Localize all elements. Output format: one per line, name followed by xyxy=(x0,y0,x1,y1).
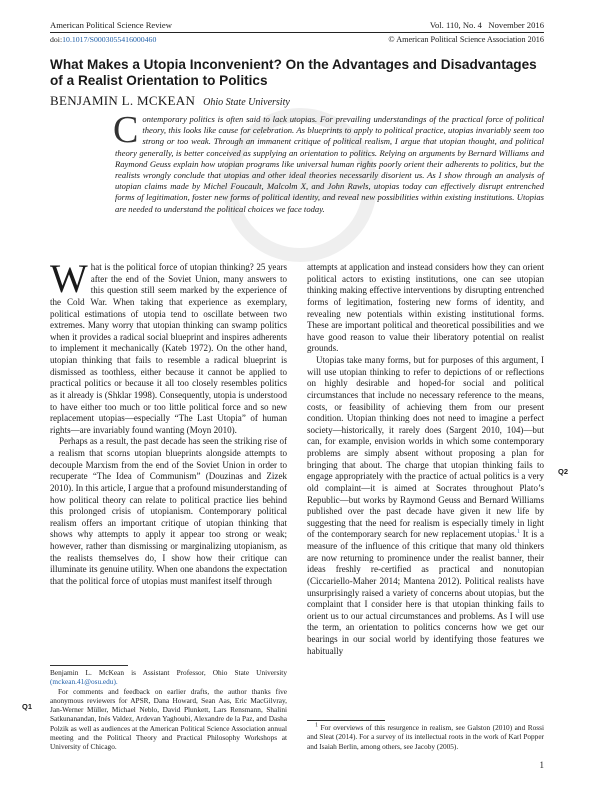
query-mark-q2: Q2 xyxy=(558,467,569,476)
abstract-drop-cap: C xyxy=(113,109,139,151)
footnote-ref[interactable]: 1 xyxy=(516,529,520,536)
issue-date: November 2016 xyxy=(488,20,544,30)
issue-info xyxy=(430,20,544,30)
author-note-text: Benjamin L. McKean is Assistant Professor, Ohio State University xyxy=(50,668,287,677)
query-mark-q1: Q1 xyxy=(22,702,33,711)
paragraph-text: hat is the political force of utopian thinking? 25 years after the end of the Soviet Union, many answers to this question still seem marked by the experience of the Cold War. When taking that experience as exemplary, political estimations of utopia tend to oscillate between two extremes. Many worry that utopian thinking can swamp politics when it provides a radical social blueprint and inspires adherents to implement it mechanically (Kateb 1972). On the other hand, utopian thinking that fails to resemble a radical blueprint is dismissed as toothless, either because it cannot be applied to practical politics or because it all too closely resembles politics as it already is (Shklar 1998). Consequently, utopia is understood to have either too much or too little political force and so new replacement utopias—especially “The Last Utopia” of human rights—are invariably found wanting (Moyn 2010). xyxy=(50,262,287,435)
body-paragraph xyxy=(307,355,544,657)
author-line xyxy=(50,93,290,109)
footnote-1 xyxy=(307,723,544,751)
journal-name: American Political Science Review xyxy=(50,20,172,30)
footnote-body: For overviews of this resurgence in realism, see Galston (2010) and Rossi and Sleat (2014). For a survey of its intellectual roots in the work of Karl Popper and Isaiah Berlin, among others, see Jacoby (2005). xyxy=(307,723,544,751)
body-paragraph: attempts at application and instead considers how they can orient political actors to existing institutions, one can see utopian thinking making effective interventions by disrupting entrenched forms of legitimation, fostering new forms of identity, and revealing new potentials within existing institutional forms. These are important political and theoretical possibilities and we have good reason to value their liberatory potential on realist grounds. xyxy=(307,262,544,354)
author-email-link[interactable]: (mckean.41@osu.edu). xyxy=(50,677,118,687)
abstract xyxy=(113,109,544,215)
copyright-icon: © xyxy=(388,35,395,44)
author-footnotes xyxy=(50,668,287,752)
page-number: 1 xyxy=(539,760,544,770)
author-note xyxy=(50,668,287,687)
copyright-text: American Political Science Association 2016 xyxy=(396,35,544,44)
article-title: What Makes a Utopia Inconvenient? On the Advantages and Disadvantages of a Realist Orientation to Politics xyxy=(50,57,537,88)
paragraph-text: Utopias take many forms, but for purposes of this argument, I will use utopian thinking to refer to depictions of or reflections on highly desirable and hoped-for social and political circumstances that include no necessary reference to the means, costs, or feasibility of achieving them from our present condition. Utopian thinking does not need to imagine a perfect society—historically, it rarely does (Sargent 2010, 104)—but can, for example, envision worlds in which some contemporary problems are simply absent without proposing a plan for bringing that about. The charge that utopian thinking fails to engage appropriately with the practice of actual politics is a very old complaint—it is aimed at Socrates throughout Plato’s Republic—but works by Raymond Geuss and Bernard Williams published over the past decade have given it new life by suggesting that the need for realism is especially timely in light of the contemporary search for new replacement utopias. xyxy=(307,355,544,540)
footnote-text xyxy=(307,723,544,751)
header-rule xyxy=(50,32,544,33)
doi-prefix: doi: xyxy=(50,35,63,44)
footnote-rule xyxy=(50,665,128,666)
footnote-mark: 1 xyxy=(315,722,318,729)
author-affiliation: Ohio State University xyxy=(203,97,290,108)
volume-issue: Vol. 110, No. 4 xyxy=(429,20,482,30)
body-paragraph xyxy=(50,256,287,436)
footnote-rule xyxy=(307,720,385,721)
body-drop-cap: W xyxy=(50,256,88,301)
author-name: BENJAMIN L. MCKEAN xyxy=(50,93,196,108)
copyright-line xyxy=(388,35,544,44)
paragraph-text: It is a measure of the influence of this critique that many old thinkers are now returning to prominence under the realist banner, their ideas freshly re-certified as practical and nonutopian (Ciccariello-Maher 2014; Mantena 2012). Political realists have unsurprisingly raised a variety of concerns about utopias, but the complaint that I consider here is that utopian thinking fails to orient us to our actual circumstances and problems. As I will use the term, an orientation to politics concerns how we get our bearings in our social world by identifying those features we habitually xyxy=(307,529,544,656)
body-paragraph: Perhaps as a result, the past decade has seen the striking rise of a realism that scorns utopian blueprints alongside attempts to decouple Marxism from the end of the Soviet Union in order to recuperate “The Idea of Communism” (Douzinas and Zizek 2010). In this article, I argue that a profound misunderstanding of how political theory can relate to political practice lies behind this prolonged crisis of utopianism. Contemporary political realism offers an important critique of utopian thinking that shows why attempts to apply it appear too strong or weak; however, rather than dismissing or marginalizing utopianism, as the realists themselves do, I show how their critique can illuminate its genuine utility. When one abandons the expectation that the political force of utopias must manifest itself through xyxy=(50,436,288,586)
abstract-text: ontemporary politics is often said to lack utopias. For prevailing understandings of the practical force of political theory, this looks like cause for celebration. As blueprints to apply to political practice, utopias invariably seem too strong or too weak. Through an immanent critique of political realism, I argue that utopian thought, and political theory generally, is better conceived as supplying an orientation to politics. Relying on arguments by Bernard Williams and Raymond Geuss explain how utopian programs like universal human rights poorly orient their adherents to politics, but the realists wrongly conclude that utopias and other ideal theories necessarily disorient us. As I show through an analysis of utopian claims made by Michel Foucault, Malcolm X, and John Rawls, utopias today can effectively disrupt entrenched forms of legitimation, foster new forms of political identity, and reveal new possibilities within existing institutions. Utopias are needed to understand the political choices we face today. xyxy=(115,114,544,214)
doi-link[interactable]: 10.1017/S0003055416000460 xyxy=(62,35,157,44)
doi-line xyxy=(50,35,156,44)
body-column-right xyxy=(307,262,544,657)
acknowledgements: For comments and feedback on earlier drafts, the author thanks five anonymous reviewers for APSR, Dana Howard, Sean Aas, Eric MacGilvray, Jan-Werner Müller, Michael Neblo, David Plunkett, Lars Rensmann, Shalini Satkunanandan, Inés Valdez, Ardevan Yaghoubi, Alexandre de la Paz, and Dasha Polzik as well as audiences at the American Political Science Association annual meeting and the Political Theory and Practical Philosophy Workshops at University of Chicago. xyxy=(50,686,287,752)
body-column-left xyxy=(50,256,288,588)
